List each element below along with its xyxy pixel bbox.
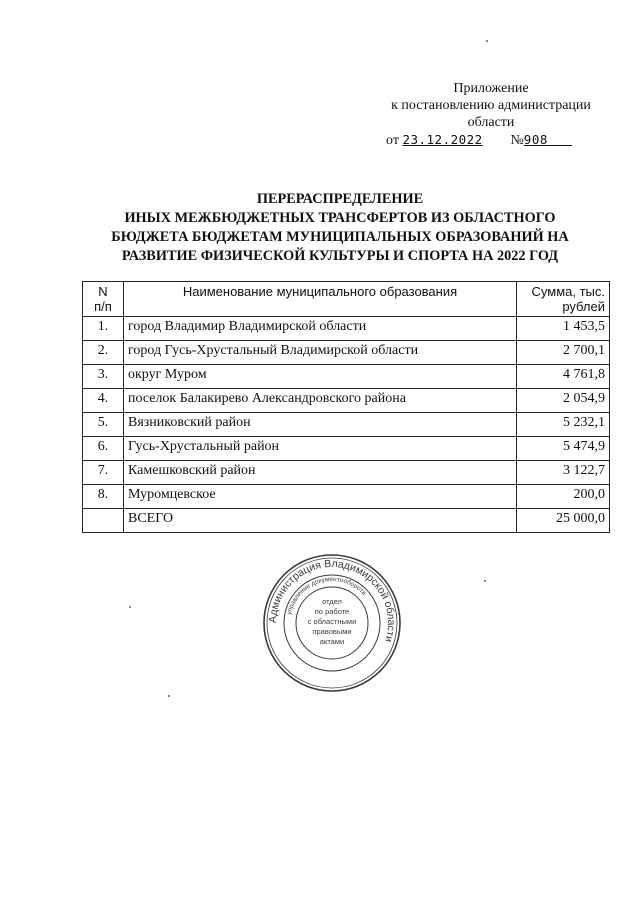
transfers-table bbox=[82, 281, 610, 533]
table-row bbox=[83, 413, 610, 437]
official-stamp bbox=[262, 553, 402, 693]
stamp-center-line-4: правовыми bbox=[312, 627, 352, 636]
stamp-center-line-5: актами bbox=[319, 637, 345, 646]
total-sum: 25 000,0 bbox=[517, 509, 610, 533]
row-municipality: город Гусь-Хрустальный Владимирской области bbox=[124, 341, 517, 365]
document-title bbox=[70, 190, 610, 266]
scan-speck bbox=[486, 40, 488, 42]
row-municipality: округ Муром bbox=[124, 365, 517, 389]
row-municipality: Камешковский район bbox=[124, 461, 517, 485]
date-prefix: от bbox=[386, 133, 399, 148]
appendix-line-1: Приложение bbox=[453, 81, 529, 96]
row-sum: 5 474,9 bbox=[517, 437, 610, 461]
resolution-date-line bbox=[386, 132, 572, 149]
table-row bbox=[83, 317, 610, 341]
table-row bbox=[83, 485, 610, 509]
total-label: ВСЕГО bbox=[124, 509, 517, 533]
row-sum: 1 453,5 bbox=[517, 317, 610, 341]
table-row bbox=[83, 461, 610, 485]
appendix-block bbox=[360, 80, 622, 131]
row-municipality: Муромцевское bbox=[124, 485, 517, 509]
row-sum: 5 232,1 bbox=[517, 413, 610, 437]
resolution-number: 908 bbox=[523, 132, 548, 147]
row-number: 1. bbox=[83, 317, 124, 341]
row-municipality: Вязниковский район bbox=[124, 413, 517, 437]
row-sum: 2 700,1 bbox=[517, 341, 610, 365]
stamp-center-line-1: отдел bbox=[322, 597, 342, 606]
stamp-inner-ring-text: управление документооборота bbox=[285, 575, 368, 616]
header-sum: Сумма, тыс. рублей bbox=[517, 282, 610, 317]
row-municipality: поселок Балакирево Александровского района bbox=[124, 389, 517, 413]
title-line-3: БЮДЖЕТА БЮДЖЕТАМ МУНИЦИПАЛЬНЫХ ОБРАЗОВАНИЙ НА bbox=[111, 229, 569, 245]
scan-speck bbox=[484, 580, 486, 582]
title-line-2: ИНЫХ МЕЖБЮДЖЕТНЫХ ТРАНСФЕРТОВ ИЗ ОБЛАСТНОГО bbox=[124, 210, 556, 226]
table-row bbox=[83, 341, 610, 365]
stamp-center-line-2: по работе bbox=[314, 607, 350, 616]
table-total-row bbox=[83, 509, 610, 533]
row-number: 6. bbox=[83, 437, 124, 461]
row-number: 7. bbox=[83, 461, 124, 485]
row-sum: 200,0 bbox=[517, 485, 610, 509]
row-number: 5. bbox=[83, 413, 124, 437]
row-sum: 3 122,7 bbox=[517, 461, 610, 485]
number-prefix: № bbox=[510, 133, 524, 148]
row-number: 3. bbox=[83, 365, 124, 389]
resolution-date: 23.12.2022 bbox=[402, 132, 483, 147]
header-number: N п/п bbox=[83, 282, 124, 317]
row-municipality: Гусь-Хрустальный район bbox=[124, 437, 517, 461]
title-line-4: РАЗВИТИЕ ФИЗИЧЕСКОЙ КУЛЬТУРЫ И СПОРТА НА 2022 ГОД bbox=[121, 248, 559, 264]
table-row bbox=[83, 437, 610, 461]
title-line-1: ПЕРЕРАСПРЕДЕЛЕНИЕ bbox=[256, 191, 424, 207]
table-header-row bbox=[83, 282, 610, 317]
table-body bbox=[83, 317, 610, 509]
appendix-line-2: к постановлению администрации bbox=[391, 98, 591, 113]
header-name: Наименование муниципального образования bbox=[124, 282, 517, 317]
row-municipality: город Владимир Владимирской области bbox=[124, 317, 517, 341]
table-row bbox=[83, 365, 610, 389]
scan-speck bbox=[129, 606, 131, 608]
row-number: 2. bbox=[83, 341, 124, 365]
row-sum: 4 761,8 bbox=[517, 365, 610, 389]
appendix-line-3: области bbox=[467, 115, 515, 130]
stamp-center-line-3: с областными bbox=[307, 617, 357, 626]
total-number bbox=[83, 509, 124, 533]
row-number: 8. bbox=[83, 485, 124, 509]
row-number: 4. bbox=[83, 389, 124, 413]
row-sum: 2 054,9 bbox=[517, 389, 610, 413]
stamp-ring-text: Администрация Владимирской области bbox=[266, 557, 398, 644]
table-row bbox=[83, 389, 610, 413]
scan-speck bbox=[168, 695, 170, 697]
